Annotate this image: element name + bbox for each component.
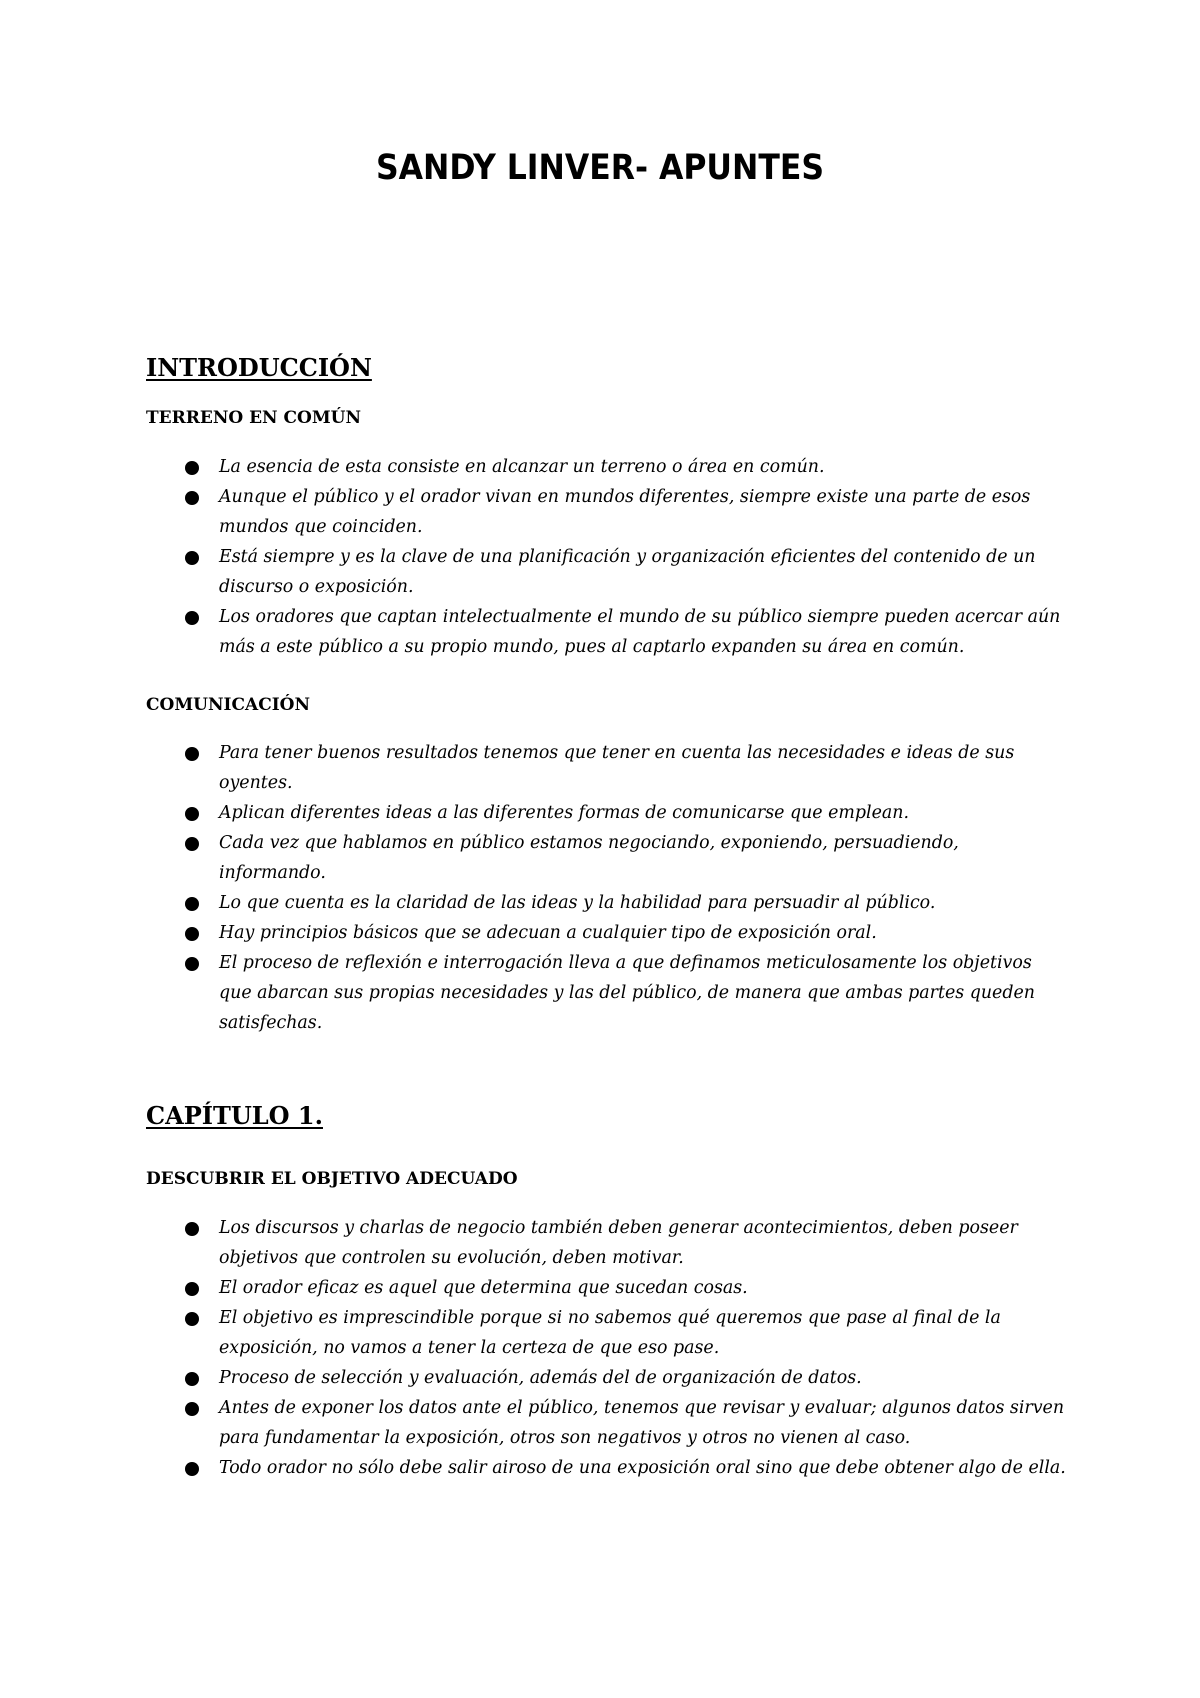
bullet-icon — [185, 1402, 199, 1416]
bullet-icon — [185, 461, 199, 475]
subsection-heading: COMUNICACIÓN — [146, 695, 311, 715]
section-capitulo-1 — [146, 1100, 1066, 1132]
bullet-item — [146, 1393, 1066, 1453]
subsection-heading: DESCUBRIR EL OBJETIVO ADECUADO — [146, 1169, 518, 1189]
bullet-item — [146, 602, 1066, 662]
bullet-item — [146, 1273, 1066, 1303]
bullet-text: Para tener buenos resultados tenemos que tener en cuenta las necesidades e ideas de sus oyentes. — [219, 743, 1015, 793]
bullet-text: Los oradores que captan intelectualmente el mundo de su público siempre pueden acercar aún más a este público a su propio mundo, pues al captarlo expanden su área en común. — [219, 607, 1061, 657]
bullet-icon — [185, 897, 199, 911]
bullet-icon — [185, 1282, 199, 1296]
bullet-item — [146, 542, 1066, 602]
bullet-text: La esencia de esta consiste en alcanzar un terreno o área en común. — [219, 457, 825, 477]
bullet-item — [146, 798, 1066, 828]
bullet-item — [146, 738, 1066, 798]
bullet-text: Los discursos y charlas de negocio también deben generar acontecimientos, deben poseer objetivos que controlen su evolución, deben motivar. — [219, 1218, 1018, 1268]
bullet-text: Aunque el público y el orador vivan en mundos diferentes, siempre existe una parte de esos mundos que coinciden. — [219, 487, 1031, 537]
subsection-heading: TERRENO EN COMÚN — [146, 408, 362, 428]
bullet-item — [146, 1363, 1066, 1393]
bullet-text: Hay principios básicos que se adecuan a cualquier tipo de exposición oral. — [219, 923, 877, 943]
section-heading: INTRODUCCIÓN — [146, 353, 372, 382]
bullet-item — [146, 452, 1066, 482]
bullet-text: Lo que cuenta es la claridad de las ideas y la habilidad para persuadir al público. — [219, 893, 936, 913]
bullet-icon — [185, 957, 199, 971]
bullet-item — [146, 1303, 1066, 1363]
bullet-text: Aplican diferentes ideas a las diferentes formas de comunicarse que emplean. — [219, 803, 909, 823]
bullet-icon — [185, 1222, 199, 1236]
bullet-item — [146, 482, 1066, 542]
bullet-item — [146, 948, 1066, 1038]
bullet-icon — [185, 807, 199, 821]
subsection-descubrir-objetivo — [146, 1167, 1066, 1191]
bullet-list — [146, 1213, 1066, 1483]
section-heading: CAPÍTULO 1. — [146, 1101, 323, 1130]
bullet-text: Está siempre y es la clave de una planificación y organización eficientes del contenido de un discurso o exposición. — [219, 547, 1036, 597]
bullet-list — [146, 738, 1066, 1038]
bullet-text: El objetivo es imprescindible porque si no sabemos qué queremos que pase al final de la exposición, no vamos a tener la certeza de que eso pase. — [219, 1308, 1001, 1358]
bullet-item — [146, 888, 1066, 918]
bullet-item — [146, 1453, 1066, 1483]
subsection-comunicacion — [146, 693, 1066, 717]
bullet-text: Proceso de selección y evaluación, además del de organización de datos. — [219, 1368, 862, 1388]
document-title: SANDY LINVER- APUNTES — [375, 148, 825, 188]
bullet-text: Cada vez que hablamos en público estamos negociando, exponiendo, persuadiendo, informando. — [219, 833, 959, 883]
bullet-icon — [185, 551, 199, 565]
bullet-text: El proceso de reflexión e interrogación lleva a que definamos meticulosamente los objetivos que abarcan sus propias necesidades y las del público, de manera que ambas partes queden satisfechas. — [219, 953, 1035, 1033]
bullet-icon — [185, 491, 199, 505]
subsection-terreno-en-comun — [146, 406, 1066, 430]
bullet-icon — [185, 611, 199, 625]
bullet-item — [146, 918, 1066, 948]
bullet-item — [146, 1213, 1066, 1273]
bullet-text: Antes de exponer los datos ante el público, tenemos que revisar y evaluar; algunos datos sirven para fundamentar la exposición, otros son negativos y otros no vienen al caso. — [219, 1398, 1065, 1448]
bullet-icon — [185, 1312, 199, 1326]
bullet-icon — [185, 1462, 199, 1476]
bullet-text: Todo orador no sólo debe salir airoso de una exposición oral sino que debe obtener algo de ella. — [219, 1458, 1066, 1478]
bullet-icon — [185, 747, 199, 761]
bullet-icon — [185, 1372, 199, 1386]
bullet-list — [146, 452, 1066, 662]
section-introduccion — [146, 352, 1066, 384]
bullet-icon — [185, 927, 199, 941]
bullet-icon — [185, 837, 199, 851]
bullet-text: El orador eficaz es aquel que determina que sucedan cosas. — [219, 1278, 748, 1298]
bullet-item — [146, 828, 1066, 888]
